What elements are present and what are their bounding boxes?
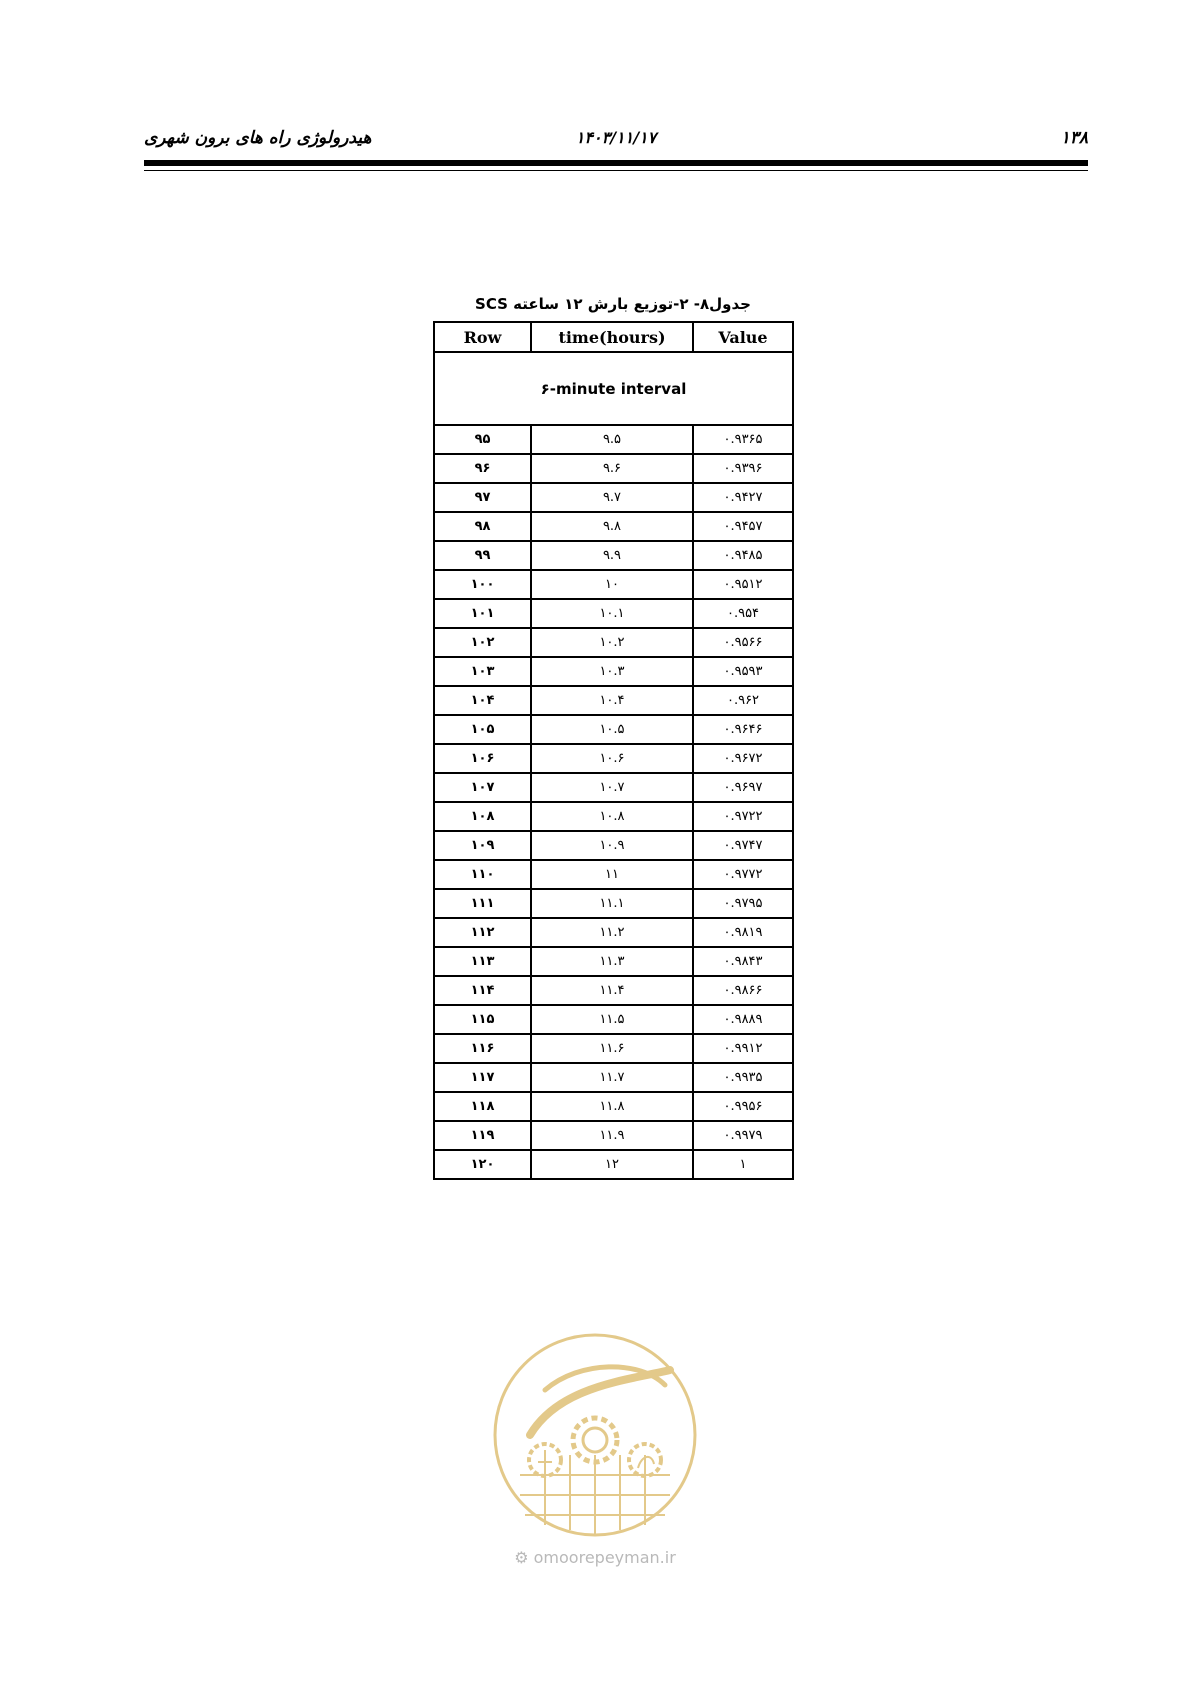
- table-row: [434, 1063, 793, 1092]
- value-cell: ۰.۹۸۶۶: [693, 976, 793, 1005]
- table-row: [434, 570, 793, 599]
- value-cell: ۰.۹۷۷۲: [693, 860, 793, 889]
- omoorepeyman-logo-watermark: [490, 1330, 700, 1540]
- row-number-cell: ۱۰۶: [434, 744, 531, 773]
- row-number-cell: ۱۰۸: [434, 802, 531, 831]
- row-number-cell: ۱۱۲: [434, 918, 531, 947]
- table-row: [434, 715, 793, 744]
- table-header-row: [434, 322, 793, 352]
- value-cell: ۰.۹۶۲: [693, 686, 793, 715]
- time-cell: ۹.۶: [531, 454, 693, 483]
- value-cell: ۰.۹۹۳۵: [693, 1063, 793, 1092]
- value-cell: ۰.۹۷۲۲: [693, 802, 793, 831]
- row-number-cell: ۹۹: [434, 541, 531, 570]
- time-cell: ۱۱.۸: [531, 1092, 693, 1121]
- value-cell: ۰.۹۴۵۷: [693, 512, 793, 541]
- row-number-cell: ۱۰۴: [434, 686, 531, 715]
- time-cell: ۱۱.۶: [531, 1034, 693, 1063]
- header-rule-thin: [144, 170, 1088, 171]
- row-number-cell: ۱۱۳: [434, 947, 531, 976]
- page-number: ۱۳۸: [1060, 128, 1088, 148]
- table-row: [434, 454, 793, 483]
- column-header-row: Row: [434, 322, 531, 352]
- value-cell: ۰.۹۵۶۶: [693, 628, 793, 657]
- time-cell: ۱۱: [531, 860, 693, 889]
- row-number-cell: ۱۱۱: [434, 889, 531, 918]
- table-row: [434, 657, 793, 686]
- table-caption: جدول۸- ۲-توزیع بارش ۱۲ ساعته SCS: [475, 295, 751, 313]
- time-cell: ۱۲: [531, 1150, 693, 1179]
- book-title: هیدرولوژی راه های برون شهری: [144, 128, 372, 148]
- value-cell: ۱: [693, 1150, 793, 1179]
- value-cell: ۰.۹۹۱۲: [693, 1034, 793, 1063]
- time-cell: ۱۰.۵: [531, 715, 693, 744]
- table-row: [434, 1034, 793, 1063]
- value-cell: ۰.۹۹۷۹: [693, 1121, 793, 1150]
- row-number-cell: ۱۱۸: [434, 1092, 531, 1121]
- value-cell: ۰.۹۶۴۶: [693, 715, 793, 744]
- column-header-value: Value: [693, 322, 793, 352]
- website-watermark: ⚙ omoorepeyman.ir: [514, 1548, 676, 1567]
- row-number-cell: ۱۰۹: [434, 831, 531, 860]
- website-text: omoorepeyman.ir: [533, 1548, 676, 1567]
- time-cell: ۱۱.۲: [531, 918, 693, 947]
- time-cell: ۱۰.۱: [531, 599, 693, 628]
- row-number-cell: ۱۱۷: [434, 1063, 531, 1092]
- row-number-cell: ۱۰۷: [434, 773, 531, 802]
- row-number-cell: ۱۱۶: [434, 1034, 531, 1063]
- value-cell: ۰.۹۶۹۷: [693, 773, 793, 802]
- value-cell: ۰.۹۵۱۲: [693, 570, 793, 599]
- table-row: [434, 1092, 793, 1121]
- row-number-cell: ۱۱۰: [434, 860, 531, 889]
- page-header: [144, 128, 1088, 154]
- value-cell: ۰.۹۸۴۳: [693, 947, 793, 976]
- time-cell: ۱۰.۷: [531, 773, 693, 802]
- value-cell: ۰.۹۷۹۵: [693, 889, 793, 918]
- rainfall-distribution-table: [433, 321, 794, 1180]
- value-cell: ۰.۹۸۱۹: [693, 918, 793, 947]
- value-cell: ۰.۹۴۲۷: [693, 483, 793, 512]
- time-cell: ۱۰.۸: [531, 802, 693, 831]
- column-header-time: time(hours): [531, 322, 693, 352]
- time-cell: ۱۰.۲: [531, 628, 693, 657]
- table-row: [434, 541, 793, 570]
- row-number-cell: ۱۱۹: [434, 1121, 531, 1150]
- value-cell: ۰.۹۵۴: [693, 599, 793, 628]
- table-row: [434, 1005, 793, 1034]
- table-row: [434, 1121, 793, 1150]
- time-cell: ۱۰.۴: [531, 686, 693, 715]
- value-cell: ۰.۹۷۴۷: [693, 831, 793, 860]
- header-rule-thick: [144, 160, 1088, 166]
- time-cell: ۱۱.۱: [531, 889, 693, 918]
- table-row: [434, 860, 793, 889]
- value-cell: ۰.۹۳۹۶: [693, 454, 793, 483]
- row-number-cell: ۱۰۰: [434, 570, 531, 599]
- table-row: [434, 831, 793, 860]
- time-cell: ۹.۸: [531, 512, 693, 541]
- time-cell: ۱۰.۹: [531, 831, 693, 860]
- value-cell: ۰.۹۹۵۶: [693, 1092, 793, 1121]
- time-cell: ۱۰.۳: [531, 657, 693, 686]
- table-row: [434, 599, 793, 628]
- value-cell: ۰.۹۵۹۳: [693, 657, 793, 686]
- table-row: [434, 802, 793, 831]
- time-cell: ۱۱.۷: [531, 1063, 693, 1092]
- table-row: [434, 628, 793, 657]
- table-row: [434, 889, 793, 918]
- time-cell: ۹.۵: [531, 425, 693, 454]
- table-row: [434, 512, 793, 541]
- time-cell: ۱۱.۵: [531, 1005, 693, 1034]
- table-row: [434, 483, 793, 512]
- table-row: [434, 976, 793, 1005]
- table-row: [434, 947, 793, 976]
- table-row: [434, 773, 793, 802]
- row-number-cell: ۱۰۳: [434, 657, 531, 686]
- row-number-cell: ۱۰۲: [434, 628, 531, 657]
- value-cell: ۰.۹۸۸۹: [693, 1005, 793, 1034]
- row-number-cell: ۹۷: [434, 483, 531, 512]
- table-row: [434, 686, 793, 715]
- table-row: [434, 1150, 793, 1179]
- row-number-cell: ۹۶: [434, 454, 531, 483]
- table-row: [434, 744, 793, 773]
- value-cell: ۰.۹۴۸۵: [693, 541, 793, 570]
- row-number-cell: ۱۱۴: [434, 976, 531, 1005]
- header-date: ۱۴۰۳/۱۱/۱۷: [575, 128, 657, 147]
- table-row: [434, 918, 793, 947]
- row-number-cell: ۹۸: [434, 512, 531, 541]
- time-cell: ۱۱.۹: [531, 1121, 693, 1150]
- time-cell: ۱۱.۳: [531, 947, 693, 976]
- value-cell: ۰.۹۶۷۲: [693, 744, 793, 773]
- interval-row: [434, 352, 793, 425]
- time-cell: ۱۱.۴: [531, 976, 693, 1005]
- row-number-cell: ۱۲۰: [434, 1150, 531, 1179]
- time-cell: ۱۰: [531, 570, 693, 599]
- time-cell: ۹.۹: [531, 541, 693, 570]
- row-number-cell: ۱۱۵: [434, 1005, 531, 1034]
- time-cell: ۹.۷: [531, 483, 693, 512]
- row-number-cell: ۹۵: [434, 425, 531, 454]
- row-number-cell: ۱۰۵: [434, 715, 531, 744]
- row-number-cell: ۱۰۱: [434, 599, 531, 628]
- interval-label: ۶-minute interval: [434, 352, 793, 425]
- value-cell: ۰.۹۳۶۵: [693, 425, 793, 454]
- time-cell: ۱۰.۶: [531, 744, 693, 773]
- table-row: [434, 425, 793, 454]
